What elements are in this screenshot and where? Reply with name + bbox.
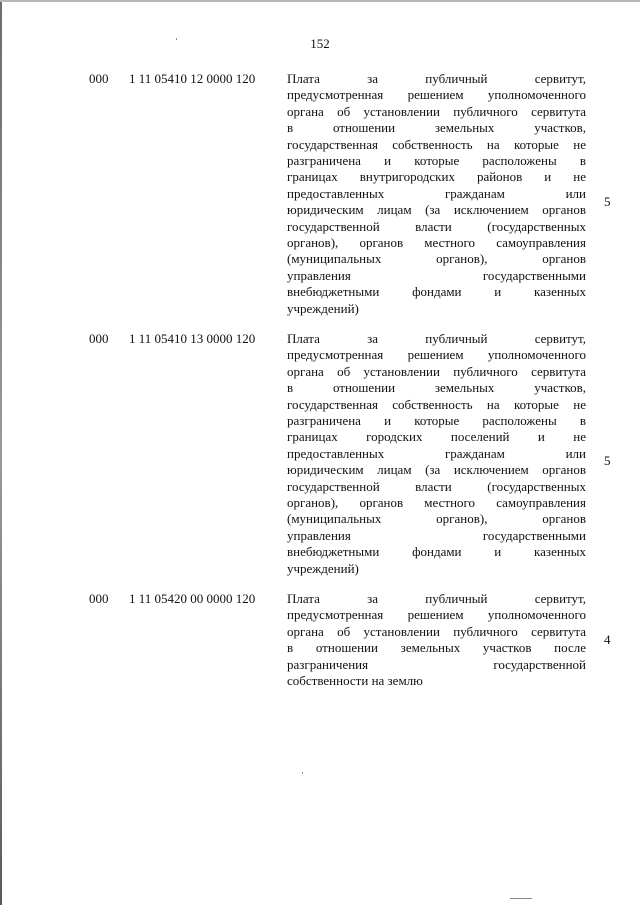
scan-speck bbox=[302, 772, 303, 774]
description-line: органов), органов местного самоуправления bbox=[287, 235, 586, 251]
admin-code: 000 bbox=[89, 591, 109, 606]
description-line: учреждений) bbox=[287, 300, 359, 316]
description-line: в отношении земельных участков после bbox=[287, 640, 586, 656]
description-line: внебюджетными фондами и казенных bbox=[287, 284, 586, 300]
allocation-norm: 4 bbox=[604, 632, 611, 647]
description-line: в отношении земельных участков, bbox=[287, 120, 586, 136]
description-line: юридическим лицам (за исключением органов bbox=[287, 462, 586, 478]
description-line: предусмотренная решением уполномоченного bbox=[287, 87, 586, 103]
admin-code: 000 bbox=[89, 331, 109, 346]
description-line: (муниципальных органов), органов bbox=[287, 511, 586, 527]
scan-speck bbox=[510, 898, 532, 899]
page-number: 152 bbox=[310, 36, 330, 51]
description-line: границах городских поселений и не bbox=[287, 429, 586, 445]
allocation-norm: 5 bbox=[604, 453, 611, 468]
description-line: внебюджетными фондами и казенных bbox=[287, 544, 586, 560]
description-line: органов), органов местного самоуправления bbox=[287, 495, 586, 511]
allocation-norm: 5 bbox=[604, 194, 611, 209]
budget-classification-code: 1 11 05410 13 0000 120 bbox=[129, 331, 256, 346]
description-line: собственности на землю bbox=[287, 673, 423, 689]
admin-code: 000 bbox=[89, 71, 109, 86]
revenue-description bbox=[287, 331, 586, 577]
description-line: в отношении земельных участков, bbox=[287, 380, 586, 396]
description-line: предоставленных гражданам или bbox=[287, 185, 586, 201]
description-line: управления государственными bbox=[287, 527, 586, 543]
description-line: учреждений) bbox=[287, 560, 359, 576]
description-line: Плата за публичный сервитут, bbox=[287, 591, 586, 606]
description-line: государственной власти (государственных bbox=[287, 218, 586, 234]
description-line: предусмотренная решением уполномоченного bbox=[287, 347, 586, 363]
scan-edge-left bbox=[0, 0, 2, 905]
description-line: органа об установлении публичного сервитута bbox=[287, 363, 586, 379]
description-line: органа об установлении публичного сервитута bbox=[287, 623, 586, 639]
description-line: государственная собственность на которые не bbox=[287, 396, 586, 412]
description-line: границах внутригородских районов и не bbox=[287, 169, 586, 185]
revenue-description bbox=[287, 591, 586, 689]
description-line: государственная собственность на которые не bbox=[287, 136, 586, 152]
description-line: предусмотренная решением уполномоченного bbox=[287, 607, 586, 623]
revenue-description bbox=[287, 71, 586, 317]
description-line: предоставленных гражданам или bbox=[287, 445, 586, 461]
description-line: разграничена и которые расположены в bbox=[287, 153, 586, 169]
description-line: (муниципальных органов), органов bbox=[287, 251, 586, 267]
description-line: Плата за публичный сервитут, bbox=[287, 71, 586, 86]
scan-edge-top bbox=[0, 0, 640, 2]
description-line: органа об установлении публичного сервитута bbox=[287, 103, 586, 119]
budget-classification-code: 1 11 05410 12 0000 120 bbox=[129, 71, 256, 86]
description-line: Плата за публичный сервитут, bbox=[287, 331, 586, 346]
budget-classification-code: 1 11 05420 00 0000 120 bbox=[129, 591, 256, 606]
description-line: разграничения государственной bbox=[287, 656, 586, 672]
description-line: юридическим лицам (за исключением органов bbox=[287, 202, 586, 218]
description-line: управления государственными bbox=[287, 267, 586, 283]
description-line: государственной власти (государственных bbox=[287, 478, 586, 494]
description-line: разграничена и которые расположены в bbox=[287, 413, 586, 429]
